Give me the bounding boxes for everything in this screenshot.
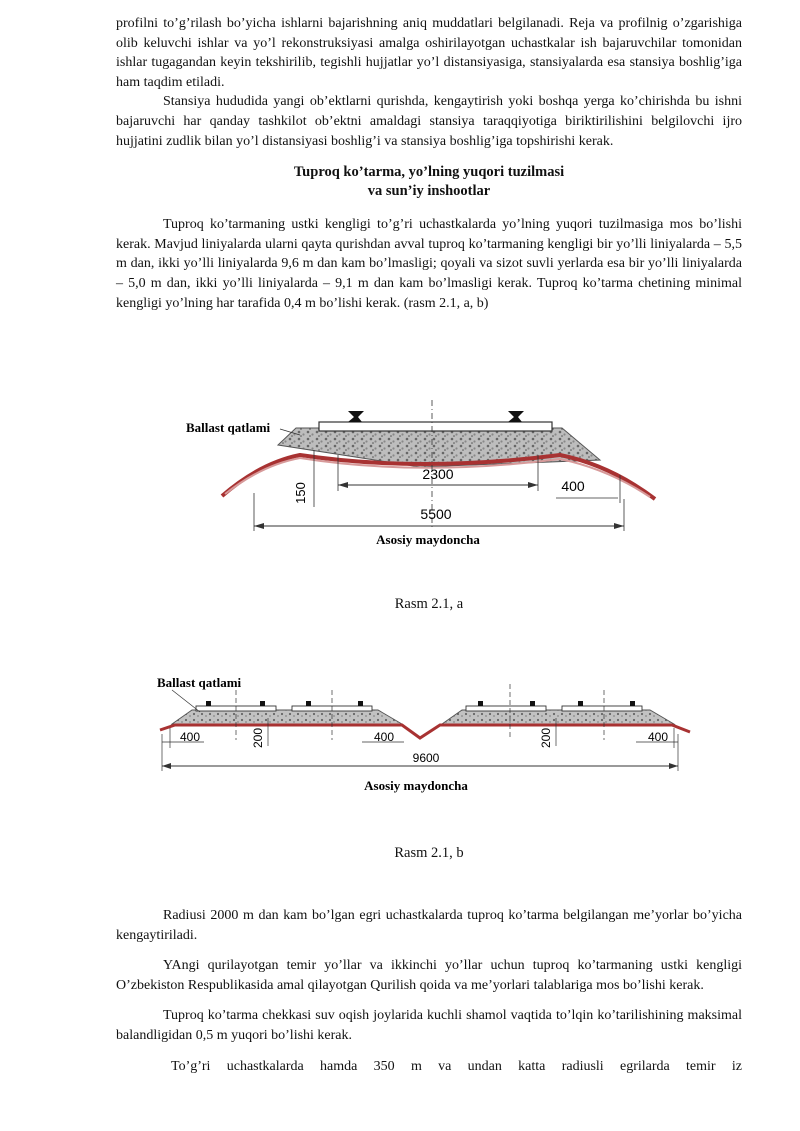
dim-2300-label: 2300 [422,466,454,482]
dim-9600-label: 9600 [412,751,440,765]
dim-400-label: 400 [373,730,395,744]
rails [206,701,635,706]
document-body [116,14,742,313]
sleeper [319,422,552,431]
figure-b-embankment-diagram [0,670,800,800]
ballast-prism-right [442,710,674,724]
sleeper [466,706,546,711]
ballast-label: Ballast qatlami [186,420,271,435]
base-label: Asosiy maydoncha [376,532,480,547]
dim-200-label: 200 [539,727,553,749]
document-body-lower [116,906,742,1076]
paragraph: Stansiya hududida yangi ob’ektlarni qurishda, kengaytirish yoki boshqa yerga ko’chirishda bu ishni bajaruvchi har qanday tashkilot ob’ektni amaldagi stansiya taraqqiyotiga biriktirilishini belgilovchi ijro hujjatini zudlik bilan yo’l distansiyasi boshlig’i va stansiya boshlig’iga topshirishi kerak. [116,94,742,149]
leader-line [172,690,200,712]
subgrade-line [160,725,690,738]
rail-right [508,411,524,422]
base-label: Asosiy maydoncha [364,778,468,793]
section-heading [116,163,742,201]
paragraph: YAngi qurilayotgan temir yo’llar va ikkinchi yo’llar uchun tuproq ko’tarmaning ustki kengligi O’zbekiston Respublikasida amal qilayotgan Qurilish qoida va me’yorlari talablariga mos bo’lishi kerak. [116,958,742,993]
ballast-prism-left [172,710,402,724]
paragraph: Tuproq ko’tarmaning ustki kengligi to’g’ri uchastkalarda yo’lning yuqori tuzilmasiga mos bo’lishi kerak. Mavjud liniyalarda ularni qayta qurishdan avval tuproq ko’tarmaning kengligi bir yo’lli liniyalarda – 5,5 m dan, ikki yo’lli liniyalarda 9,6 m dan kam bo’lmasligi; qoyali va sizot suvli yerlarda esa bir yo’lli liniyalarda – 5,0 m dan, ikki yo’lli liniyalarda – 9,1 m dan kam bo’lmasligi kerak. Tuproq ko’tarma chetining minimal kengligi yo’lning har tarafida 0,4 m bo’lishi kerak. (rasm 2.1, a, b) [116,217,742,311]
dim-400-label: 400 [179,730,201,744]
figure-a-embankment-diagram [0,395,800,560]
dim-400-label: 400 [647,730,669,744]
dim-400-label: 400 [561,478,585,494]
rail-left [348,411,364,422]
sleeper [562,706,642,711]
figure-a-caption: Rasm 2.1, a [394,596,464,612]
paragraph: Tuproq ko’tarma chekkasi suv oqish joylarida kuchli shamol vaqtida to’lqin ko’tarilishining maksimal balandligidan 0,5 m yuqori bo’lishi kerak. [116,1008,742,1043]
figure-b-caption: Rasm 2.1, b [394,845,464,861]
section-heading-line: Tuproq ko’tarma, yo’lning yuqori tuzilmasi [293,164,565,181]
section-heading-line: va sun’iy inshootlar [367,183,491,200]
dim-5500-label: 5500 [420,506,452,522]
paragraph: Radiusi 2000 m dan kam bo’lgan egri uchastkalarda tuproq ko’tarma belgilangan me’yorlar bo’yicha kengaytiriladi. [116,908,742,943]
ballast-label: Ballast qatlami [157,675,242,690]
dim-200-label: 200 [251,727,265,749]
dim-150-label: 150 [293,482,308,504]
paragraph: profilni to’g’rilash bo’yicha ishlarni bajarishning aniq muddatlari belgilanadi. Reja va profilnig o’zgarishiga olib keluvchi ishlar va yo’l rekonstruksiyasi amalga oshirilayotgan uchastkalar ish bajaruvchilar tomonidan ishlar tugagandan keyin tekshirilib, tegishli hujjatlar yo’l distansiyasiga, stansiyalarda esa stansiya boshlig’iga ham taqdim etiladi. [116,16,742,90]
paragraph: To’g’ri uchastkalarda hamda 350 m va undan katta radiusli egrilarda temir iz [171,1058,742,1074]
